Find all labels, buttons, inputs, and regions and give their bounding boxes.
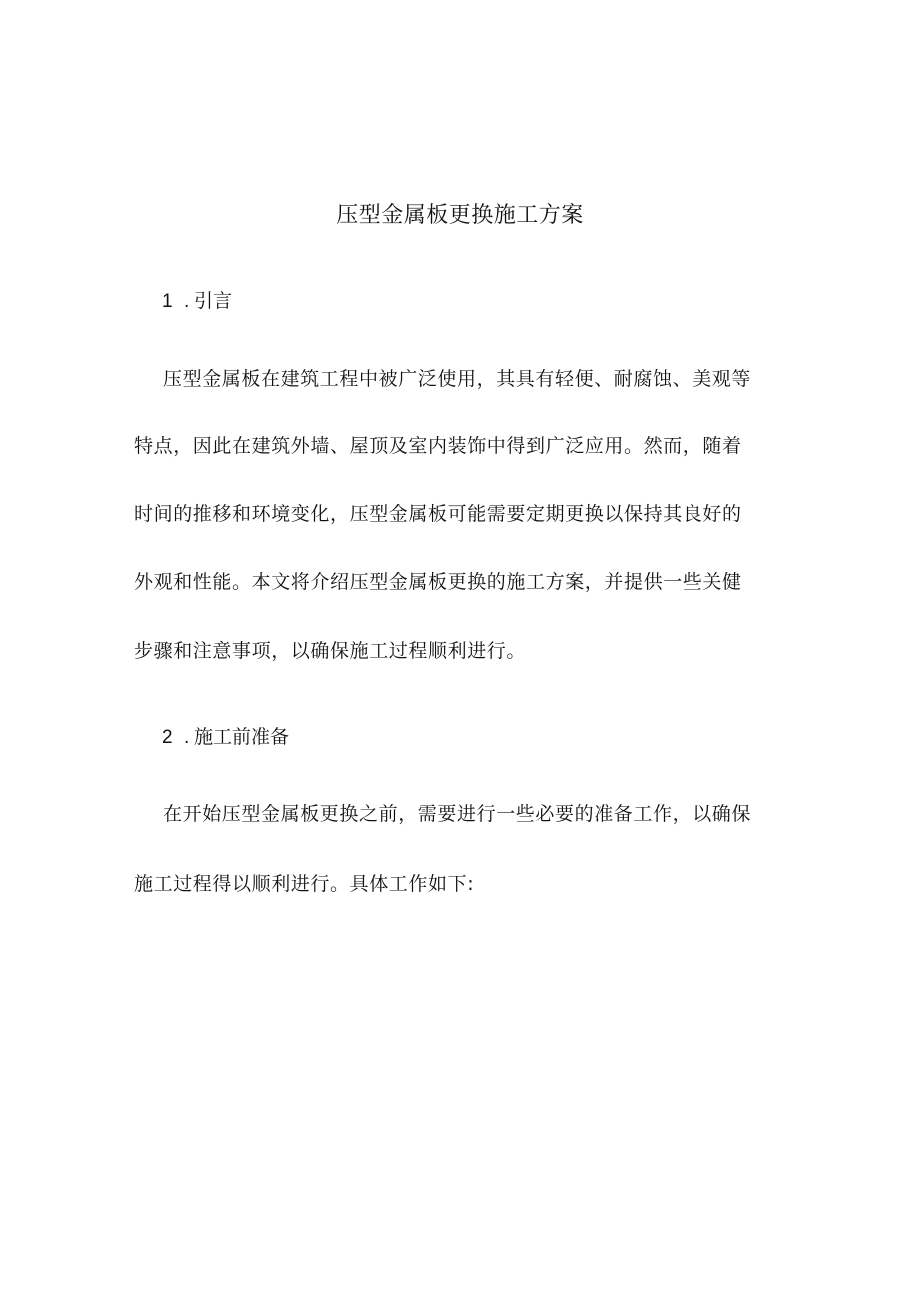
- section-number: 1: [162, 291, 173, 312]
- paragraph-line: 施工过程得以顺利进行。具体工作如下:: [134, 873, 475, 895]
- section-heading-text: 引言: [194, 290, 233, 312]
- document-title: 压型金属板更换施工方案: [336, 203, 584, 228]
- paragraph-line: 时间的推移和环境变化，压型金属板可能需要定期更换以保持其良好的: [134, 503, 742, 525]
- paragraph-line: 在开始压型金属板更换之前，需要进行一些必要的准备工作，以确保: [163, 803, 752, 825]
- section-separator: .: [184, 727, 190, 748]
- section-heading-text: 施工前准备: [194, 726, 290, 748]
- paragraph-line: 特点，因此在建筑外墙、屋顶及室内装饰中得到广泛应用。然而，随着: [134, 435, 742, 457]
- section-number: 2: [162, 727, 173, 748]
- section-separator: .: [184, 291, 190, 312]
- paragraph-line: 压型金属板在建筑工程中被广泛使用，其具有轻便、耐腐蚀、美观等: [163, 368, 752, 390]
- paragraph-line: 外观和性能。本文将介绍压型金属板更换的施工方案，并提供一些关健: [134, 571, 742, 593]
- section-heading-introduction: [162, 286, 232, 317]
- section-heading-preparation: [162, 722, 289, 753]
- paragraph-line: 步骤和注意事项，以确保施工过程顺利进行。: [134, 640, 527, 662]
